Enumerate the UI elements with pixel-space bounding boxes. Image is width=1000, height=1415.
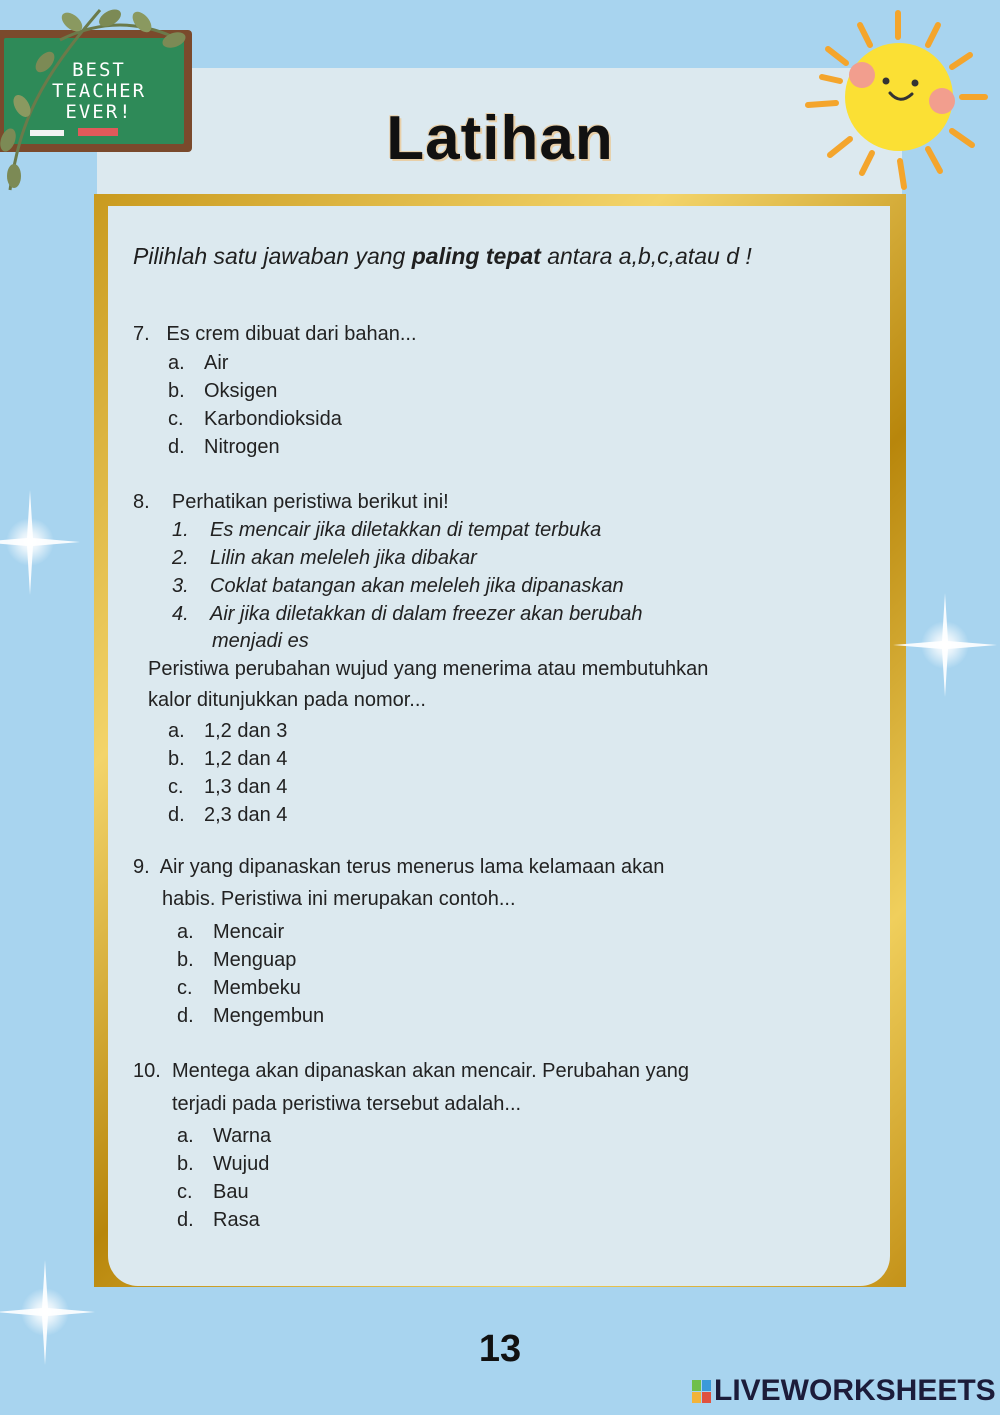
page-title: Latihan: [386, 104, 614, 173]
question-text: Es crem dibuat dari bahan...: [166, 323, 417, 345]
question-number: 10.: [133, 1060, 161, 1082]
question-8: [133, 488, 449, 516]
question-text: Perhatikan peristiwa berikut ini!: [171, 491, 449, 513]
event-item-continued: menjadi es: [212, 630, 309, 652]
liveworksheets-logo[interactable]: LIVEWORKSHEETS: [692, 1374, 996, 1408]
option-c[interactable]: c. Karbondioksida: [168, 408, 342, 430]
option-a[interactable]: a. Mencair: [177, 921, 285, 943]
option-b[interactable]: b. 1,2 dan 4: [168, 748, 288, 770]
question-text-continued: habis. Peristiwa ini merupakan contoh...: [162, 888, 516, 910]
liveworksheets-icon: [692, 1380, 711, 1403]
question-number: 9.: [133, 856, 150, 878]
event-item: 3. Coklat batangan akan meleleh jika dipanaskan: [172, 575, 624, 597]
event-item: 4. Air jika diletakkan di dalam freezer akan berubah: [172, 603, 643, 625]
question-text: Air yang dipanaskan terus menerus lama kelamaan akan: [159, 856, 665, 878]
option-d[interactable]: d. Nitrogen: [168, 436, 280, 458]
option-c[interactable]: c. Membeku: [177, 977, 301, 999]
question-9: [133, 853, 664, 881]
question-stem: Peristiwa perubahan wujud yang menerima atau membutuhkan: [148, 658, 709, 680]
option-b[interactable]: b. Wujud: [177, 1153, 270, 1175]
chalkboard-text: BEST TEACHER EVER!: [51, 59, 147, 123]
option-c[interactable]: c. 1,3 dan 4: [168, 776, 288, 798]
question-text-continued: terjadi pada peristiwa tersebut adalah...: [172, 1093, 522, 1115]
option-a[interactable]: a. Air: [168, 352, 229, 374]
option-d[interactable]: d. Rasa: [177, 1209, 260, 1231]
option-a[interactable]: a. 1,2 dan 3: [168, 720, 288, 742]
option-b[interactable]: b. Oksigen: [168, 380, 278, 402]
page-number: 13: [478, 1328, 522, 1370]
option-c[interactable]: c. Bau: [177, 1181, 249, 1203]
sparkle-icon: [0, 480, 90, 600]
instruction-text: Pilihlah satu jawaban yang paling tepat antara a,b,c,atau d !: [133, 243, 752, 269]
question-7: [133, 320, 417, 348]
option-b[interactable]: b. Menguap: [177, 949, 297, 971]
question-text: Mentega akan dipanaskan akan mencair. Perubahan yang: [171, 1060, 689, 1082]
question-number: 8.: [133, 491, 150, 513]
question-10: [133, 1057, 689, 1085]
option-d[interactable]: d. Mengembun: [177, 1005, 325, 1027]
option-d[interactable]: d. 2,3 dan 4: [168, 804, 288, 826]
event-item: 2. Lilin akan meleleh jika dibakar: [172, 547, 477, 569]
question-stem: kalor ditunjukkan pada nomor...: [148, 689, 426, 711]
question-number: 7.: [133, 323, 150, 345]
option-a[interactable]: a. Warna: [177, 1125, 272, 1147]
event-item: 1. Es mencair jika diletakkan di tempat terbuka: [172, 519, 602, 541]
